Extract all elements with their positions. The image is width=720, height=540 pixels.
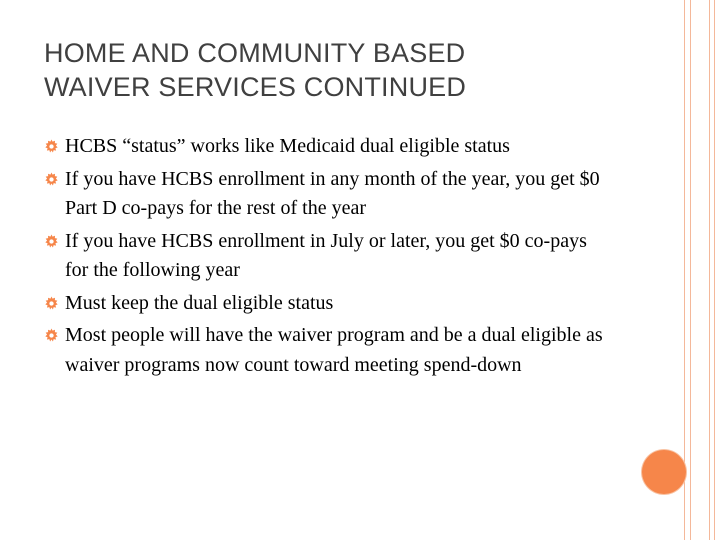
gear-bullet-icon — [44, 296, 59, 311]
bullet-text: HCBS “status” works like Medicaid dual eligible status — [65, 135, 510, 157]
bullet-item — [44, 132, 614, 162]
decorative-rule-4 — [714, 0, 715, 540]
gear-bullet-icon — [44, 328, 59, 343]
gear-bullet-icon — [44, 172, 59, 187]
bullet-text: If you have HCBS enrollment in any month of the year, you get $0 Part D co-pays for the rest of the year — [65, 167, 600, 219]
slide-title — [44, 36, 604, 104]
decorative-rule-2 — [690, 0, 691, 540]
bullet-item — [44, 289, 614, 319]
decorative-rule-3 — [709, 0, 710, 540]
bullet-item — [44, 227, 614, 286]
bullet-item — [44, 165, 614, 224]
gear-bullet-icon — [44, 139, 59, 154]
bullet-text: Most people will have the waiver program and be a dual eligible as waiver programs now count toward meeting spend-down — [65, 324, 603, 376]
decorative-rule-1 — [684, 0, 685, 540]
gear-bullet-icon — [44, 234, 59, 249]
bullet-item — [44, 321, 614, 380]
slide-title-line-2: WAIVER SERVICES CONTINUED — [44, 72, 467, 102]
bullet-text: Must keep the dual eligible status — [65, 291, 334, 314]
accent-circle — [642, 450, 686, 494]
bullet-list — [44, 132, 614, 380]
bullet-text: If you have HCBS enrollment in July or later, you get $0 co-pays for the following year — [65, 229, 587, 281]
slide-title-line-1: HOME AND COMMUNITY BASED — [44, 38, 466, 68]
